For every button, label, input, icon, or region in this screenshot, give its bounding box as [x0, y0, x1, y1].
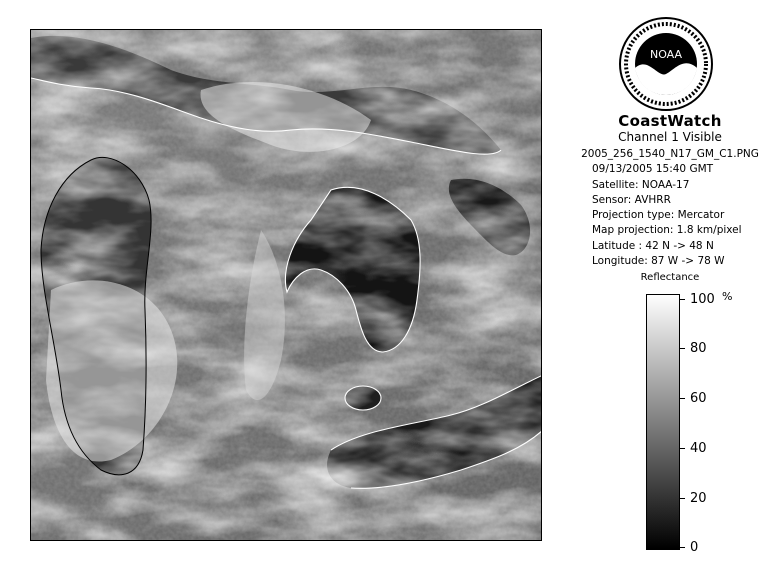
info-panel [558, 0, 782, 572]
satellite: Satellite: NOAA-17 [592, 178, 690, 191]
colorbar-tick-label: 20 [690, 491, 707, 506]
colorbar-tick [680, 398, 685, 399]
channel-label: Channel 1 Visible [618, 130, 722, 144]
latitude-range: Latitude : 42 N -> 48 N [592, 239, 714, 252]
projection-type: Projection type: Mercator [592, 209, 725, 222]
sensor: Sensor: AVHRR [592, 193, 671, 206]
reflectance-colorbar [646, 294, 680, 550]
svg-text:NOAA: NOAA [649, 48, 683, 61]
colorbar-tick-label: 60 [690, 391, 707, 406]
noaa-logo-icon [618, 16, 714, 112]
legend-title: Reflectance [640, 272, 700, 283]
map-projection: Map projection: 1.8 km/pixel [592, 224, 742, 237]
colorbar-tick-label: 0 [690, 540, 699, 555]
datetime: 09/13/2005 15:40 GMT [592, 163, 714, 176]
colorbar-tick [680, 299, 685, 300]
satellite-image [31, 30, 542, 541]
brand-title: CoastWatch [618, 112, 722, 130]
legend-unit: % [722, 290, 733, 303]
longitude-range: Longitude: 87 W -> 78 W [592, 255, 725, 268]
metadata-block [558, 147, 782, 269]
colorbar-tick [680, 348, 685, 349]
colorbar-tick [680, 547, 685, 548]
colorbar-tick-label: 100 [690, 292, 715, 307]
colorbar-tick-label: 40 [690, 441, 707, 456]
filename: 2005_256_1540_N17_GM_C1.PNG [581, 148, 759, 160]
satellite-map [30, 29, 542, 541]
colorbar-tick [680, 448, 685, 449]
colorbar-tick [680, 498, 685, 499]
colorbar-tick-label: 80 [690, 341, 707, 356]
